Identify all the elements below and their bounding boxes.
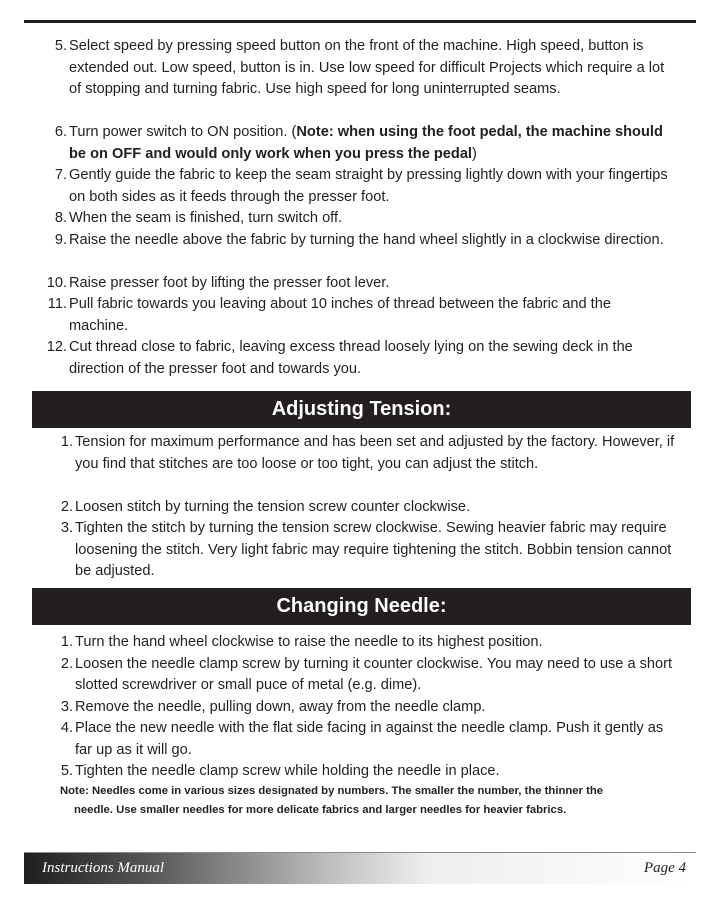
item-number: 3. <box>60 698 73 715</box>
item-number: 10. <box>46 274 67 291</box>
needle-note <box>60 782 680 820</box>
item-text: Tighten the stitch by turning the tension screw clockwise. Sewing heavier fabric may require loosening the stitch. Very light fabric may require tightening the stitch. Bobbin tension cannot be adjusted. <box>75 520 672 579</box>
item-text: When the seam is finished, turn switch off. <box>69 210 343 226</box>
list-item <box>54 122 669 165</box>
item-text: Loosen stitch by turning the tension screw counter clockwise. <box>75 498 471 515</box>
list-item <box>60 761 675 783</box>
item-number: 1. <box>60 634 73 650</box>
item-text: Gently guide the fabric to keep the seam straight by pressing lightly down with your fingertips on both sides as it feeds through the presser foot. <box>69 167 668 205</box>
item-text: Raise the needle above the fabric by turning the hand wheel slightly in a clockwise direction. <box>69 231 664 248</box>
list-item <box>60 632 675 654</box>
list-item <box>54 36 669 122</box>
adjusting-tension-list <box>60 432 675 583</box>
list-item <box>60 697 675 719</box>
item-number: 4. <box>60 720 73 736</box>
note-label: Note <box>296 124 329 140</box>
item-text: Tension for maximum performance and has been set and adjusted by the factory. However, if you find that stitches are too loose or too tight, you can adjust the stitch. <box>75 434 675 472</box>
item-number: 9. <box>54 231 67 248</box>
item-text: Pull fabric towards you leaving about 10 inches of thread between the fabric and the machine. <box>69 296 611 334</box>
item-number: 7. <box>54 167 67 183</box>
item-text: Remove the needle, pulling down, away from the needle clamp. <box>75 698 486 715</box>
list-item <box>60 432 675 497</box>
list-item <box>60 654 675 697</box>
item-text: Raise presser foot by lifting the presser foot lever. <box>69 274 390 291</box>
item-number: 2. <box>60 498 73 515</box>
item-number: 1. <box>60 434 73 450</box>
list-item <box>46 337 669 380</box>
item-text: Select speed by pressing speed button on the front of the machine. High speed, button is extended out. Low speed, button is in. Use low speed for difficult Projects which require a lot of stopping and turning fabric. Use high speed for long uninterrupted seams. <box>69 38 665 97</box>
item-text: Loosen the needle clamp screw by turning it counter clockwise. You may need to use a short slotted screwdriver or small puce of metal (e.g. dime). <box>75 655 673 693</box>
item-text: Cut thread close to fabric, leaving excess thread loosely lying on the sewing deck in the direction of the presser foot and towards you. <box>69 339 633 377</box>
item-text: Turn the hand wheel clockwise to raise the needle to its highest position. <box>75 634 543 650</box>
item-number: 6. <box>54 124 67 140</box>
item-number: 2. <box>60 655 73 672</box>
item-number: 5. <box>54 38 67 54</box>
item-text: Turn power switch to ON position. ( <box>69 124 297 140</box>
item-text: Place the new needle with the flat side facing in against the needle clamp. Push it gently as far up as it will go. <box>75 720 664 758</box>
changing-needle-list <box>60 632 675 783</box>
item-number: 8. <box>54 210 67 226</box>
list-item <box>60 497 675 519</box>
item-number: 11. <box>47 296 67 312</box>
item-bold-text: : when using the foot pedal, the machine should be on OFF and would only work when you press the pedal <box>69 124 663 162</box>
item-number: 3. <box>60 520 73 536</box>
list-item <box>46 273 669 295</box>
section-heading-changing-needle: Changing Needle: <box>32 588 691 625</box>
list-item <box>60 718 675 761</box>
item-number: 12. <box>46 339 67 355</box>
list-item <box>54 165 669 208</box>
list-item <box>54 230 669 273</box>
item-text: Tighten the needle clamp screw while holding the needle in place. <box>75 763 500 779</box>
footer-manual-title: Instructions Manual <box>42 860 165 876</box>
note-line: Note: Needles come in various sizes designated by numbers. The smaller the number, the thinner the <box>60 785 604 797</box>
list-item <box>47 294 669 337</box>
footer-page-number: Page 4 <box>643 860 686 876</box>
item-text: ) <box>472 145 477 162</box>
note-line: needle. Use smaller needles for more delicate fabrics and larger needles for heavier fabrics. <box>74 804 567 816</box>
footer-rule <box>24 852 696 853</box>
item-number: 5. <box>60 763 73 779</box>
list-item <box>54 208 669 230</box>
section-heading-adjusting-tension: Adjusting Tension: <box>32 391 691 428</box>
steps-continued-list <box>46 36 669 380</box>
top-rule <box>24 20 696 23</box>
list-item <box>60 518 675 583</box>
